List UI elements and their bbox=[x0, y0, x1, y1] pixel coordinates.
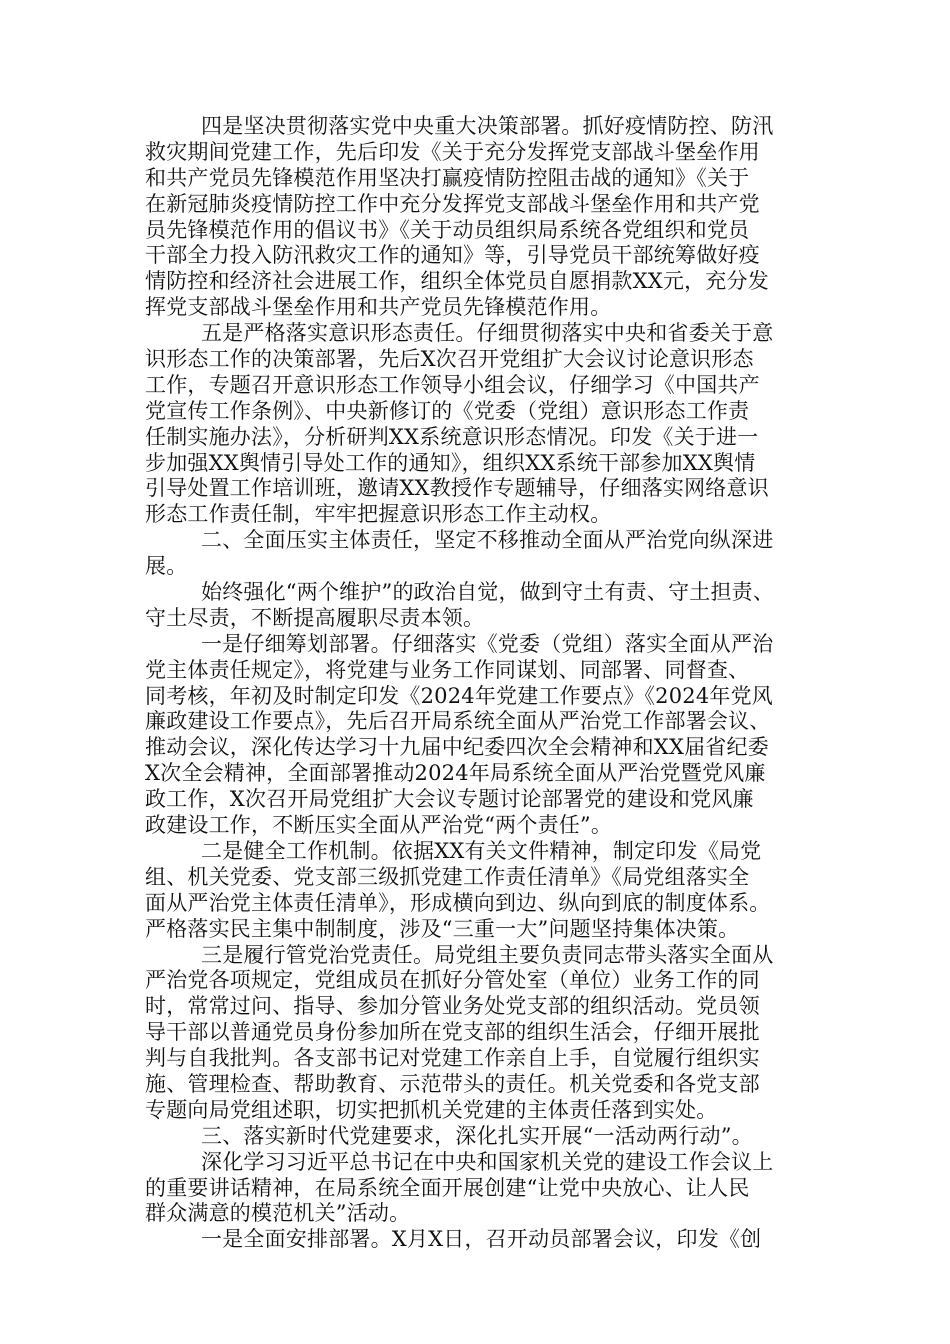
text-line: 任制实施办法》，分析研判XX系统意识形态情况。印发《关于进一 bbox=[145, 424, 759, 449]
text-line: 施、管理检查、帮助教育、示范带头的责任。机关党委和各党支部 bbox=[145, 1071, 760, 1096]
text-line: 同考核，年初及时制定印发《2024年党建工作要点》《2024年党风 bbox=[145, 683, 773, 708]
text-line: 三、落实新时代党建要求，深化扎实开展“一活动两行动”。 bbox=[201, 1123, 753, 1148]
text-line: 二是健全工作机制。依据XX有关文件精神，制定印发《局党 bbox=[201, 838, 762, 863]
text-line: 推动会议，深化传达学习十九届中纪委四次全会精神和XX届省纪委 bbox=[145, 735, 769, 760]
text-line: 在新冠肺炎疫情防控工作中充分发挥党支部战斗堡垒作用和共产党 bbox=[145, 191, 760, 216]
text-line: 挥党支部战斗堡垒作用和共产党员先锋模范作用。 bbox=[145, 295, 612, 320]
paragraph-careful-planning bbox=[145, 632, 805, 839]
text-line: 严治党各项规定，党组成员在抓好分管处室（单位）业务工作的同 bbox=[145, 968, 760, 993]
text-line: 党宣传工作条例》、中央新修订的《党委（党组）意识形态工作责 bbox=[145, 398, 750, 423]
text-line: 和共产党员先锋模范作用坚决打赢疫情防控阻击战的通知》《关于 bbox=[145, 165, 750, 190]
text-line: 守土尽责，不断提高履职尽责本领。 bbox=[145, 605, 485, 630]
heading-section-three bbox=[145, 1124, 805, 1150]
text-line: X次全会精神，全面部署推动2024年局系统全面从严治党暨党风廉 bbox=[145, 761, 766, 786]
text-line: 步加强XX舆情引导处工作的通知》，组织XX系统干部参加XX舆情 bbox=[145, 450, 756, 475]
paragraph-party-governance bbox=[145, 943, 805, 1124]
paragraph-section-two-intro bbox=[145, 580, 805, 632]
paragraph-full-arrangement bbox=[145, 1227, 805, 1253]
text-line: 党主体责任规定》，将党建与业务工作同谋划、同部署、同督查、 bbox=[145, 657, 750, 682]
text-line: 群众满意的模范机关”活动。 bbox=[145, 1201, 411, 1226]
text-line: 引导处置工作培训班，邀请XX教授作专题辅导，仔细落实网络意识 bbox=[145, 476, 769, 501]
text-line: 一是仔细筹划部署。仔细落实《党委（党组）落实全面从严治 bbox=[201, 631, 774, 656]
text-line: 面从严治党主体责任清单》，形成横向到边、纵向到底的制度体系。 bbox=[145, 890, 771, 915]
text-line: 二、全面压实主体责任，坚定不移推动全面从严治党向纵深进 bbox=[201, 528, 774, 553]
paragraph-work-mechanism bbox=[145, 839, 805, 943]
text-line: 展。 bbox=[145, 554, 188, 579]
text-line: 情防控和经济社会进展工作，组织全体党员自愿捐款XX元，充分发 bbox=[145, 269, 769, 294]
text-line: 工作，专题召开意识形态工作领导小组会议，仔细学习《中国共产 bbox=[145, 372, 760, 397]
paragraph-section-three-intro bbox=[145, 1150, 805, 1228]
text-line: 组、机关党委、党支部三级抓党建工作责任清单》《局党组落实全 bbox=[145, 864, 750, 889]
text-line: 政工作，X次召开局党组扩大会议专题讨论部署党的建设和党风廉 bbox=[145, 787, 754, 812]
text-line: 四是坚决贯彻落实党中央重大决策部署。抓好疫情防控、防汛 bbox=[201, 114, 774, 138]
paragraph-fifth-point bbox=[145, 321, 805, 528]
text-line: 形态工作责任制，牢牢把握意识形态工作主动权。 bbox=[145, 502, 612, 527]
text-line: 专题向局党组述职，切实把抓机关党建的主体责任落到实处。 bbox=[145, 1097, 718, 1122]
heading-section-two bbox=[145, 528, 805, 580]
text-line: 政建设工作，不断压实全面从严治党“两个责任”。 bbox=[145, 813, 613, 838]
text-line: 的重要讲话精神，在局系统全面开展创建“让党中央放心、让人民 bbox=[145, 1175, 750, 1200]
text-line: 员先锋模范作用的倡议书》《关于动员组织局系统各党组织和党员 bbox=[145, 217, 750, 242]
text-line: 导干部以普通党员身份参加所在党支部的组织生活会，仔细开展批 bbox=[145, 1020, 760, 1045]
text-line: 时，常常过问、指导、参加分管业务处党支部的组织活动。党员领 bbox=[145, 994, 760, 1019]
text-line: 五是严格落实意识形态责任。仔细贯彻落实中央和省委关于意 bbox=[201, 321, 774, 346]
text-line: 判与自我批判。各支部书记对党建工作亲自上手，自觉履行组织实 bbox=[145, 1046, 760, 1071]
paragraph-fourth-point bbox=[145, 114, 805, 321]
text-line: 一是全面安排部署。X月X日，召开动员部署会议，印发《创 bbox=[201, 1227, 762, 1252]
text-line: 廉政建设工作要点》，先后召开局系统全面从严治党工作部署会议、 bbox=[145, 709, 771, 734]
text-line: 救灾期间党建工作，先后印发《关于充分发挥党支部战斗堡垒作用 bbox=[145, 139, 760, 164]
text-line: 三是履行管党治党责任。局党组主要负责同志带头落实全面从 bbox=[201, 942, 774, 967]
text-line: 始终强化“两个维护”的政治自觉，做到守土有责、守土担责、 bbox=[201, 580, 775, 605]
text-line: 识形态工作的决策部署，先后X次召开党组扩大会议讨论意识形态 bbox=[145, 347, 754, 372]
text-line: 严格落实民主集中制制度，涉及“三重一大”问题坚持集体决策。 bbox=[145, 916, 740, 941]
text-line: 干部全力投入防汛救灾工作的通知》等，引导党员干部统筹做好疫 bbox=[145, 243, 760, 268]
text-line: 深化学习习近平总书记在中央和国家机关党的建设工作会议上 bbox=[201, 1149, 774, 1174]
document-page bbox=[145, 114, 805, 1253]
